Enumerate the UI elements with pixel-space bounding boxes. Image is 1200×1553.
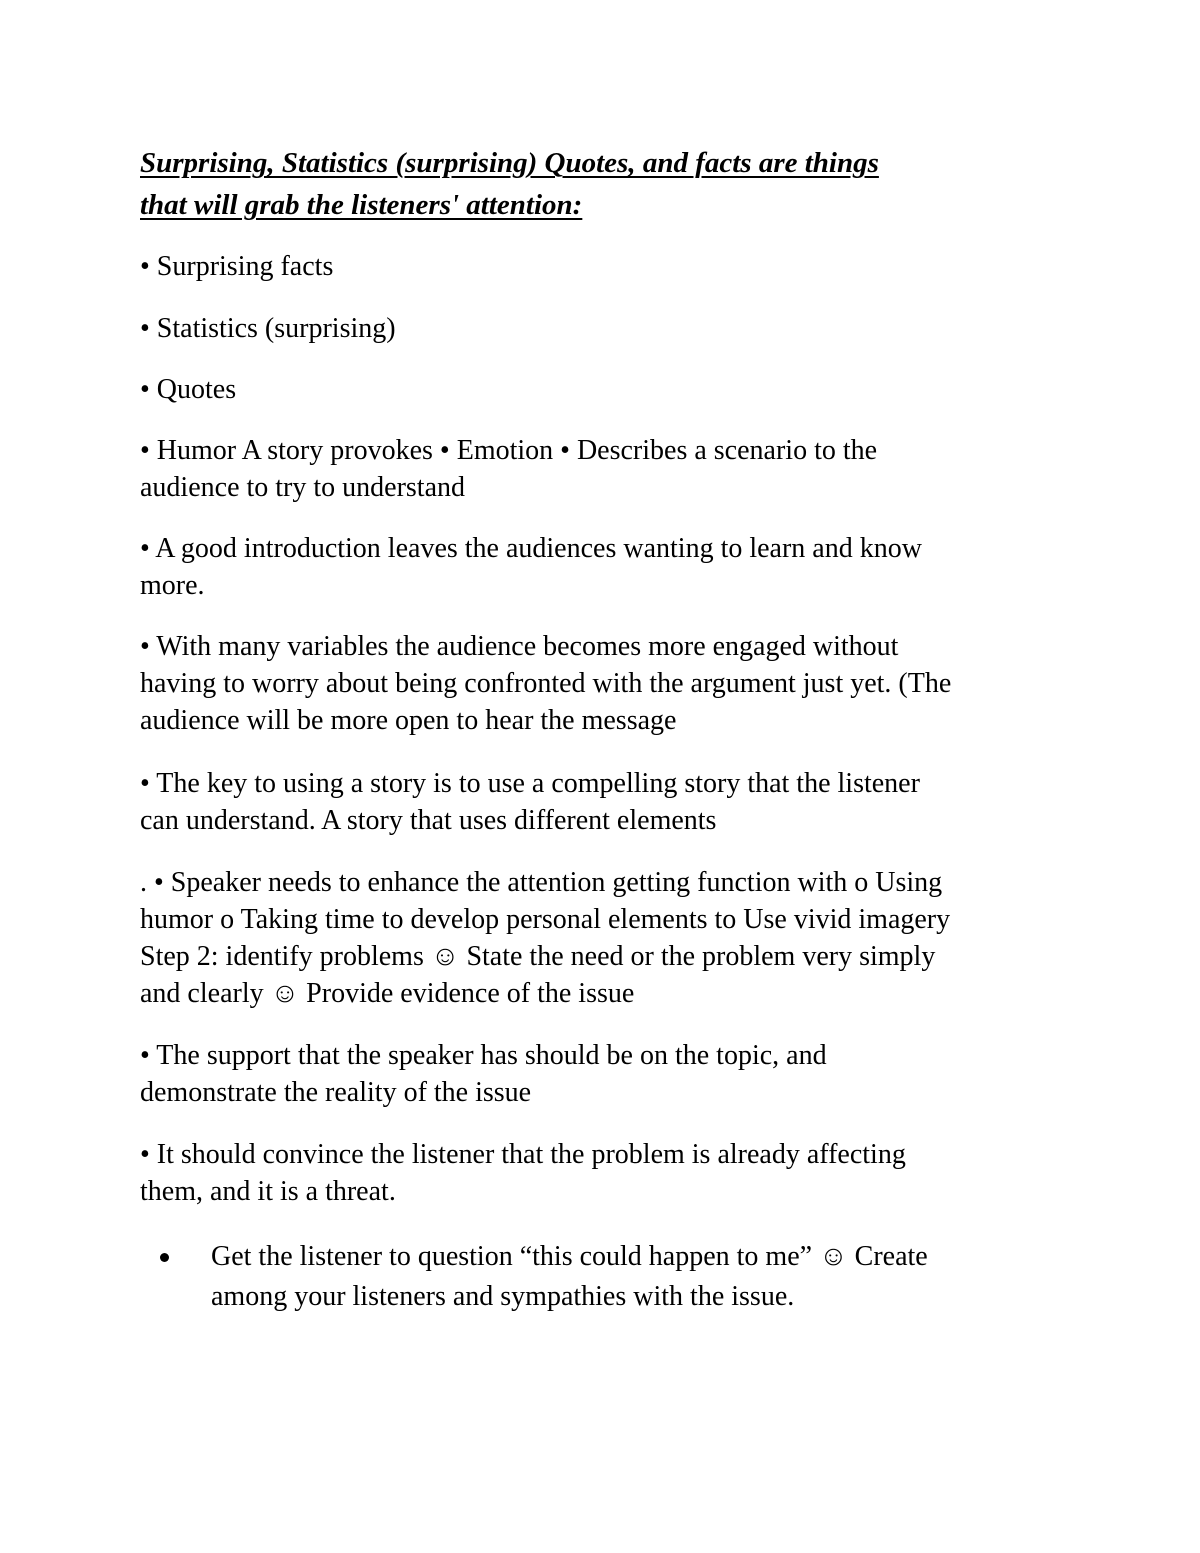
bullet-dot-icon [160, 1253, 169, 1262]
bullet-paragraph [140, 1037, 1070, 1111]
bullet-paragraph [140, 864, 1070, 1012]
heading-line: that will grab the listeners' attention: [140, 189, 583, 221]
bullet-paragraph [140, 765, 1070, 839]
text-line: • Humor A story provokes • Emotion • Describes a scenario to the [140, 435, 878, 466]
text-line: • Statistics (surprising) [140, 313, 396, 344]
text-line: • The support that the speaker has should be on the topic, and [140, 1040, 827, 1071]
bullet-paragraph [140, 310, 1070, 347]
text-line: among your listeners and sympathies with the issue. [211, 1281, 795, 1312]
bullet-paragraph [140, 628, 1070, 739]
bullet-paragraph [140, 1136, 1070, 1210]
text-line: them, and it is a threat. [140, 1176, 396, 1207]
section-heading [140, 142, 1060, 226]
text-line: having to worry about being confronted with the argument just yet. (The [140, 668, 952, 699]
bullet-paragraph [140, 432, 1070, 506]
text-line: audience will be more open to hear the message [140, 705, 677, 736]
heading-line: Surprising, Statistics (surprising) Quotes, and facts are things [140, 147, 879, 179]
text-line: humor o Taking time to develop personal elements to Use vivid imagery [140, 904, 951, 935]
text-line: and clearly ☺ Provide evidence of the issue [140, 978, 635, 1009]
bullet-paragraph [140, 371, 1070, 408]
text-line: Get the listener to question “this could happen to me” ☺ Create [211, 1241, 928, 1272]
text-line: . • Speaker needs to enhance the attention getting function with o Using [140, 867, 943, 898]
text-line: • The key to using a story is to use a compelling story that the listener [140, 768, 920, 799]
text-line: • Quotes [140, 374, 237, 405]
text-line: • A good introduction leaves the audiences wanting to learn and know [140, 533, 922, 564]
bullet-paragraph [140, 530, 1070, 604]
text-line: demonstrate the reality of the issue [140, 1077, 532, 1108]
text-line: can understand. A story that uses different elements [140, 805, 717, 836]
bullet-paragraph [140, 248, 1070, 285]
text-line: • Surprising facts [140, 251, 334, 282]
text-line: Step 2: identify problems ☺ State the need or the problem very simply [140, 941, 936, 972]
text-line: • With many variables the audience becomes more engaged without [140, 631, 899, 662]
text-line: more. [140, 570, 205, 601]
text-line: • It should convince the listener that the problem is already affecting [140, 1139, 906, 1170]
list-item-text [211, 1237, 928, 1317]
text-line: audience to try to understand [140, 472, 466, 503]
